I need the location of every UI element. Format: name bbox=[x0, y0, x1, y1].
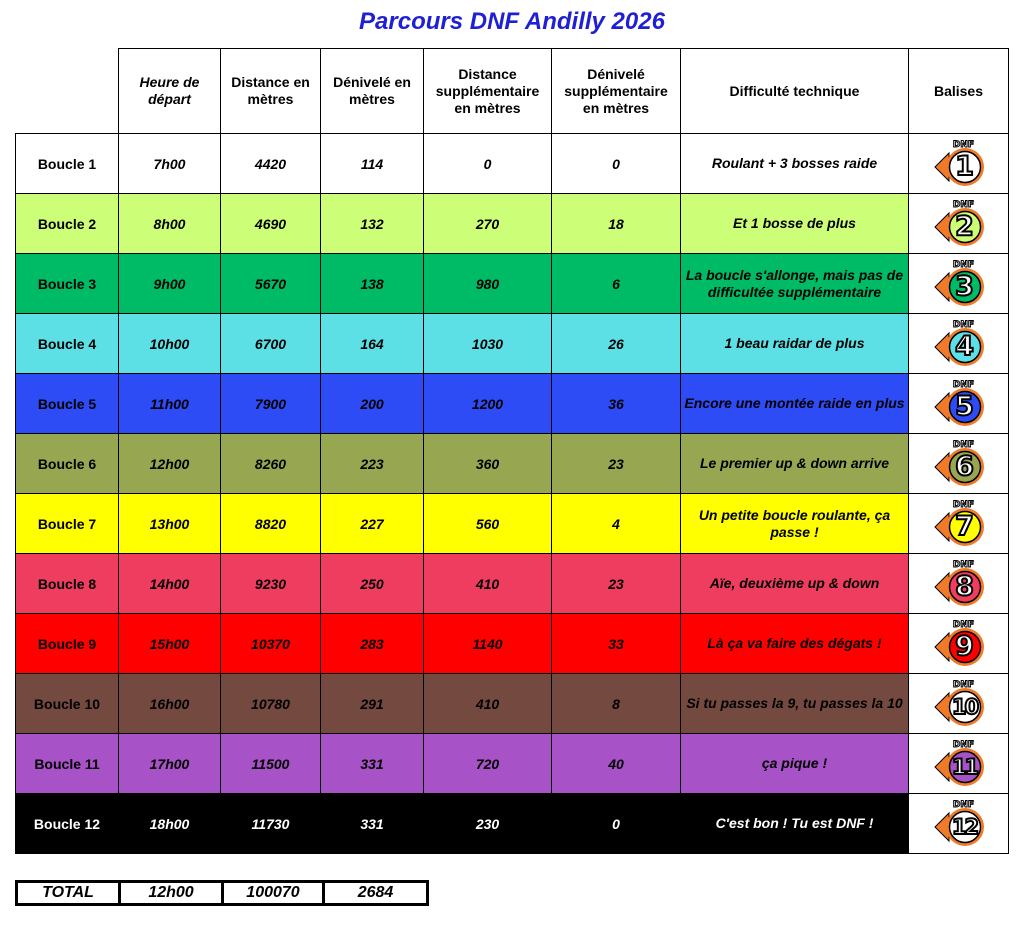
distance-sup-cell: 410 bbox=[424, 674, 552, 734]
balise-dnf-label: DNF bbox=[952, 739, 975, 750]
balise-cell bbox=[909, 674, 1009, 734]
distance-sup-cell: 410 bbox=[424, 554, 552, 614]
balise-badge bbox=[929, 260, 989, 308]
balise-number: 5 bbox=[955, 390, 974, 422]
distance-cell: 4420 bbox=[221, 134, 321, 194]
difficulte-cell: Le premier up & down arrive bbox=[681, 434, 909, 494]
table-row bbox=[16, 794, 1009, 854]
boucle-name: Boucle 4 bbox=[16, 314, 119, 374]
distance-sup-cell: 1030 bbox=[424, 314, 552, 374]
balise-cell bbox=[909, 254, 1009, 314]
header-row bbox=[16, 49, 1009, 134]
balise-badge bbox=[929, 620, 989, 668]
denivele-cell: 138 bbox=[321, 254, 424, 314]
balise-dnf-label: DNF bbox=[952, 559, 975, 570]
balise-cell bbox=[909, 434, 1009, 494]
denivele-sup-cell: 36 bbox=[552, 374, 681, 434]
balise-badge bbox=[929, 380, 989, 428]
header-balises: Balises bbox=[909, 49, 1009, 134]
balise-dnf-label: DNF bbox=[952, 199, 975, 210]
table-row bbox=[16, 434, 1009, 494]
denivele-cell: 331 bbox=[321, 734, 424, 794]
balise-badge bbox=[929, 140, 989, 188]
balise-number: 9 bbox=[955, 630, 974, 662]
total-heure: 12h00 bbox=[120, 882, 223, 905]
distance-cell: 11730 bbox=[221, 794, 321, 854]
header-distance: Distance en mètres bbox=[221, 49, 321, 134]
balise-number: 12 bbox=[951, 814, 978, 839]
balise-dnf-label: DNF bbox=[952, 799, 975, 810]
denivele-cell: 114 bbox=[321, 134, 424, 194]
boucle-name: Boucle 7 bbox=[16, 494, 119, 554]
heure-cell: 7h00 bbox=[119, 134, 221, 194]
distance-sup-cell: 1200 bbox=[424, 374, 552, 434]
denivele-sup-cell: 33 bbox=[552, 614, 681, 674]
denivele-cell: 227 bbox=[321, 494, 424, 554]
balise-badge bbox=[929, 800, 989, 848]
balise-cell bbox=[909, 614, 1009, 674]
header-denivele-sup: Dénivelé supplémentaire en mètres bbox=[552, 49, 681, 134]
balise-cell bbox=[909, 794, 1009, 854]
heure-cell: 17h00 bbox=[119, 734, 221, 794]
denivele-cell: 331 bbox=[321, 794, 424, 854]
difficulte-cell: ça pique ! bbox=[681, 734, 909, 794]
distance-cell: 10370 bbox=[221, 614, 321, 674]
heure-cell: 9h00 bbox=[119, 254, 221, 314]
denivele-sup-cell: 23 bbox=[552, 434, 681, 494]
heure-cell: 10h00 bbox=[119, 314, 221, 374]
table-row bbox=[16, 554, 1009, 614]
distance-sup-cell: 720 bbox=[424, 734, 552, 794]
balise-badge bbox=[929, 560, 989, 608]
parcours-table bbox=[15, 48, 1009, 854]
denivele-cell: 283 bbox=[321, 614, 424, 674]
balise-badge bbox=[929, 740, 989, 788]
heure-cell: 13h00 bbox=[119, 494, 221, 554]
balise-dnf-label: DNF bbox=[952, 259, 975, 270]
distance-cell: 6700 bbox=[221, 314, 321, 374]
balise-number: 1 bbox=[955, 150, 974, 182]
distance-cell: 9230 bbox=[221, 554, 321, 614]
denivele-sup-cell: 26 bbox=[552, 314, 681, 374]
denivele-sup-cell: 0 bbox=[552, 794, 681, 854]
table-row bbox=[16, 374, 1009, 434]
total-distance: 100070 bbox=[223, 882, 324, 905]
distance-sup-cell: 0 bbox=[424, 134, 552, 194]
table-row bbox=[16, 134, 1009, 194]
balise-cell bbox=[909, 734, 1009, 794]
denivele-cell: 132 bbox=[321, 194, 424, 254]
difficulte-cell: Aïe, deuxième up & down bbox=[681, 554, 909, 614]
heure-cell: 12h00 bbox=[119, 434, 221, 494]
table-row bbox=[16, 314, 1009, 374]
balise-cell bbox=[909, 314, 1009, 374]
distance-sup-cell: 980 bbox=[424, 254, 552, 314]
denivele-cell: 250 bbox=[321, 554, 424, 614]
boucle-name: Boucle 1 bbox=[16, 134, 119, 194]
boucle-name: Boucle 6 bbox=[16, 434, 119, 494]
total-table bbox=[15, 880, 429, 906]
boucle-name: Boucle 2 bbox=[16, 194, 119, 254]
boucle-name: Boucle 11 bbox=[16, 734, 119, 794]
heure-cell: 8h00 bbox=[119, 194, 221, 254]
boucle-name: Boucle 3 bbox=[16, 254, 119, 314]
balise-dnf-label: DNF bbox=[952, 679, 975, 690]
heure-cell: 14h00 bbox=[119, 554, 221, 614]
balise-number: 8 bbox=[955, 570, 974, 602]
distance-sup-cell: 1140 bbox=[424, 614, 552, 674]
balise-number: 6 bbox=[955, 450, 974, 482]
balise-cell bbox=[909, 194, 1009, 254]
total-label: TOTAL bbox=[17, 882, 120, 905]
denivele-cell: 223 bbox=[321, 434, 424, 494]
balise-badge bbox=[929, 200, 989, 248]
balise-cell bbox=[909, 134, 1009, 194]
table-row bbox=[16, 254, 1009, 314]
heure-cell: 11h00 bbox=[119, 374, 221, 434]
distance-sup-cell: 360 bbox=[424, 434, 552, 494]
table-row bbox=[16, 734, 1009, 794]
balise-dnf-label: DNF bbox=[952, 379, 975, 390]
table-row bbox=[16, 614, 1009, 674]
heure-cell: 16h00 bbox=[119, 674, 221, 734]
balise-cell bbox=[909, 374, 1009, 434]
balise-number: 7 bbox=[955, 510, 974, 542]
heure-cell: 15h00 bbox=[119, 614, 221, 674]
denivele-sup-cell: 6 bbox=[552, 254, 681, 314]
denivele-cell: 291 bbox=[321, 674, 424, 734]
balise-dnf-label: DNF bbox=[952, 319, 975, 330]
distance-cell: 8260 bbox=[221, 434, 321, 494]
header-denivele: Dénivelé en mètres bbox=[321, 49, 424, 134]
denivele-sup-cell: 18 bbox=[552, 194, 681, 254]
balise-badge bbox=[929, 440, 989, 488]
boucle-name: Boucle 12 bbox=[16, 794, 119, 854]
boucle-name: Boucle 8 bbox=[16, 554, 119, 614]
denivele-sup-cell: 8 bbox=[552, 674, 681, 734]
balise-badge bbox=[929, 320, 989, 368]
table-row bbox=[16, 194, 1009, 254]
distance-sup-cell: 270 bbox=[424, 194, 552, 254]
boucle-name: Boucle 9 bbox=[16, 614, 119, 674]
difficulte-cell: La boucle s'allonge, mais pas de difficultée supplémentaire bbox=[681, 254, 909, 314]
distance-sup-cell: 560 bbox=[424, 494, 552, 554]
balise-cell bbox=[909, 494, 1009, 554]
distance-cell: 7900 bbox=[221, 374, 321, 434]
distance-cell: 11500 bbox=[221, 734, 321, 794]
denivele-sup-cell: 40 bbox=[552, 734, 681, 794]
denivele-cell: 164 bbox=[321, 314, 424, 374]
difficulte-cell: C'est bon ! Tu est DNF ! bbox=[681, 794, 909, 854]
header-blank bbox=[16, 49, 119, 134]
heure-cell: 18h00 bbox=[119, 794, 221, 854]
balise-dnf-label: DNF bbox=[952, 139, 975, 150]
denivele-cell: 200 bbox=[321, 374, 424, 434]
balise-number: 11 bbox=[951, 754, 978, 779]
balise-dnf-label: DNF bbox=[952, 619, 975, 630]
table-row bbox=[16, 494, 1009, 554]
balise-badge bbox=[929, 680, 989, 728]
distance-cell: 8820 bbox=[221, 494, 321, 554]
total-denivele: 2684 bbox=[324, 882, 428, 905]
header-difficulte: Difficulté technique bbox=[681, 49, 909, 134]
difficulte-cell: Roulant + 3 bosses raide bbox=[681, 134, 909, 194]
boucle-name: Boucle 10 bbox=[16, 674, 119, 734]
difficulte-cell: Et 1 bosse de plus bbox=[681, 194, 909, 254]
balise-dnf-label: DNF bbox=[952, 439, 975, 450]
page-title: Parcours DNF Andilly 2026 bbox=[359, 8, 665, 35]
denivele-sup-cell: 0 bbox=[552, 134, 681, 194]
balise-number: 4 bbox=[955, 330, 974, 362]
header-distance-sup: Distance supplémentaire en mètres bbox=[424, 49, 552, 134]
denivele-sup-cell: 23 bbox=[552, 554, 681, 614]
distance-cell: 4690 bbox=[221, 194, 321, 254]
balise-number: 2 bbox=[955, 210, 974, 242]
balise-dnf-label: DNF bbox=[952, 499, 975, 510]
boucle-name: Boucle 5 bbox=[16, 374, 119, 434]
denivele-sup-cell: 4 bbox=[552, 494, 681, 554]
difficulte-cell: Là ça va faire des dégats ! bbox=[681, 614, 909, 674]
balise-cell bbox=[909, 554, 1009, 614]
header-heure: Heure de départ bbox=[119, 49, 221, 134]
balise-number: 3 bbox=[955, 270, 974, 302]
distance-cell: 10780 bbox=[221, 674, 321, 734]
difficulte-cell: 1 beau raidar de plus bbox=[681, 314, 909, 374]
distance-sup-cell: 230 bbox=[424, 794, 552, 854]
difficulte-cell: Encore une montée raide en plus bbox=[681, 374, 909, 434]
table-row bbox=[16, 674, 1009, 734]
total-row bbox=[17, 882, 428, 905]
balise-badge bbox=[929, 500, 989, 548]
difficulte-cell: Si tu passes la 9, tu passes la 10 bbox=[681, 674, 909, 734]
distance-cell: 5670 bbox=[221, 254, 321, 314]
balise-number: 10 bbox=[951, 694, 978, 719]
difficulte-cell: Un petite boucle roulante, ça passe ! bbox=[681, 494, 909, 554]
